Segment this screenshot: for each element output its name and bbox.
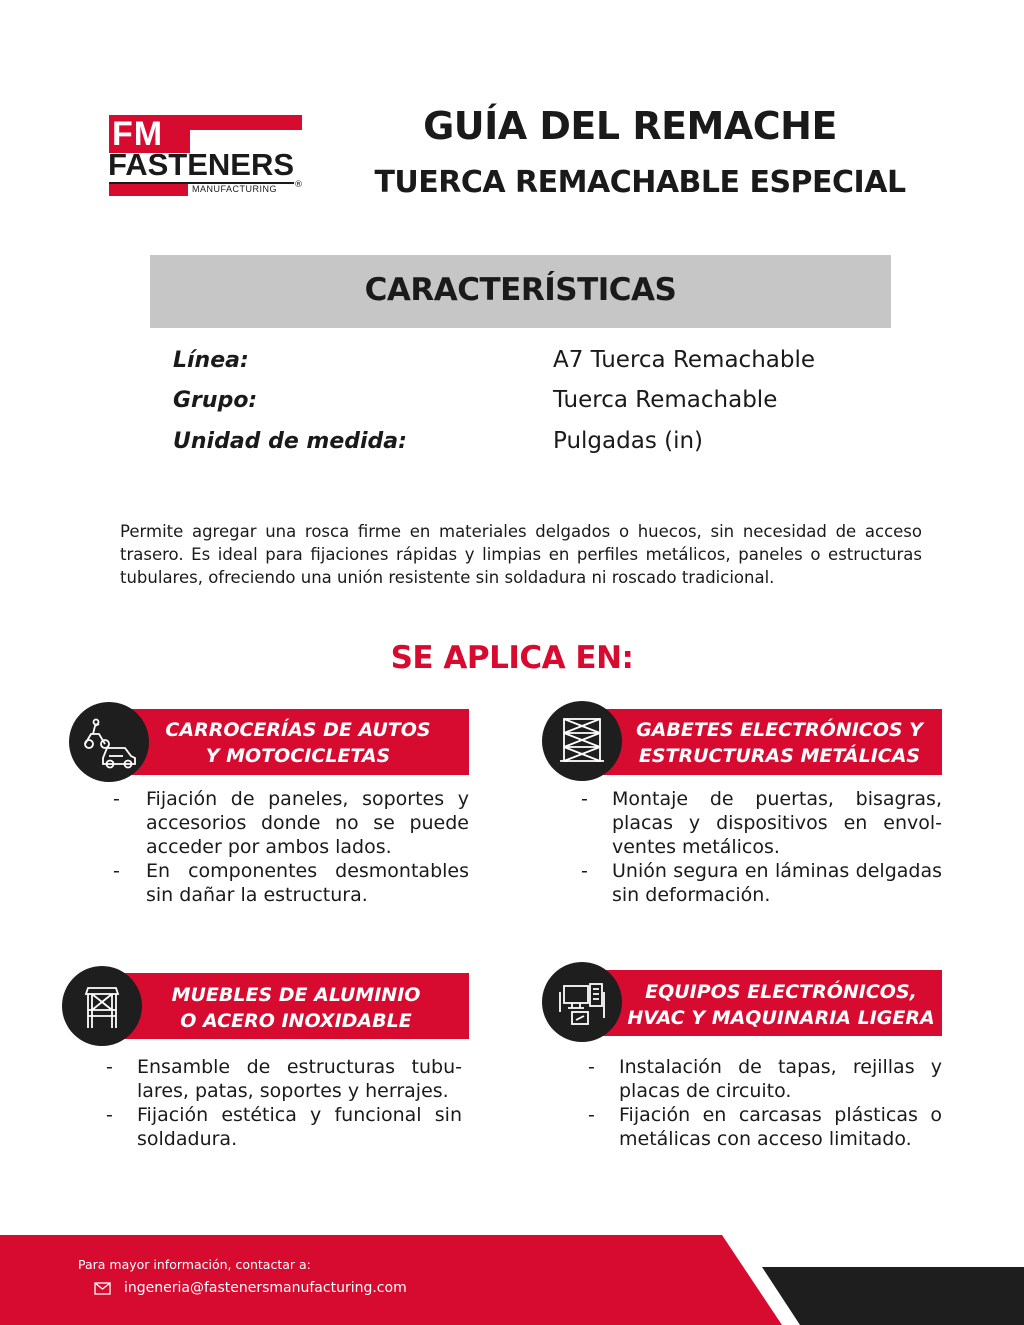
spec-label-linea: Línea: [173,348,249,373]
bullet-text: Montaje de puertas, bisagras, placas y dispositivos en envol-ventes metálicos. [612,788,942,858]
logo-registered-mark: ® [294,180,303,190]
category-title-gabetes [622,717,937,769]
vehicles-icon [69,702,149,782]
footer-contact-label: Para mayor información, contactar a: [78,1257,311,1272]
list-item [113,787,469,859]
bullet-text: Fijación de paneles, soportes y accesorios donde no se puede acceder por ambos lados. [146,788,469,858]
category-title-autos [150,717,446,769]
bullet-text: En componentes desmontables sin dañar la estructura. [146,860,469,906]
list-item [588,1103,942,1151]
bullet-dash: - [581,788,588,810]
list-item [106,1055,462,1103]
list-item [581,859,942,907]
caracteristicas-title: CARACTERÍSTICAS [364,272,677,308]
bullet-dash: - [106,1056,113,1078]
bullet-text: Instalación de tapas, rejillas y placas de circuito. [619,1056,942,1102]
list-item [581,787,942,859]
page-subtitle: TUERCA REMACHABLE ESPECIAL [374,165,906,200]
category-title-line: Y MOTOCICLETAS [205,745,391,767]
description-paragraph: Permite agregar una rosca firme en materiales delgados o huecos, sin necesidad de acceso trasero. Es ideal para fijaciones rápidas y limpias en perfiles metálicos, paneles o estructuras tubulares, ofreciendo una unión resistente sin soldadura ni roscado tradicional. [120,522,922,587]
list-item [113,859,469,907]
bullets-muebles [106,1055,462,1151]
bullet-dash: - [588,1056,595,1078]
bullet-text: Unión segura en láminas delgadas sin deformación. [612,860,942,906]
bullet-text: Fijación en carcasas plásticas o metálicas con acceso limitado. [619,1104,942,1150]
category-title-muebles [150,982,442,1034]
category-title-line: CARROCERÍAS DE AUTOS [165,719,431,741]
bullet-text: Fijación estética y funcional sin soldadura. [137,1104,462,1150]
scaffold-icon [542,701,622,781]
stool-icon [62,966,142,1046]
electronics-icon [542,962,622,1042]
logo-fm-block: FM [109,115,190,153]
bullets-autos [113,787,469,907]
bullet-dash: - [106,1104,113,1126]
logo-red-bar [190,115,302,130]
category-title-equipos [620,979,942,1031]
spec-value-linea: A7 Tuerca Remachable [553,347,816,373]
bullet-dash: - [113,860,120,882]
aplica-title: SE APLICA EN: [390,640,634,676]
bullets-equipos [588,1055,942,1151]
page-title: GUÍA DEL REMACHE [423,104,837,148]
spec-value-unidad: Pulgadas (in) [553,428,704,454]
list-item [106,1103,462,1151]
bullet-dash: - [588,1104,595,1126]
mail-icon [94,1282,111,1295]
category-title-line: EQUIPOS ELECTRÓNICOS, [645,981,917,1003]
category-title-line: HVAC Y MAQUINARIA LIGERA [627,1007,935,1029]
bullet-text: Ensamble de estructuras tubu-lares, patas, soportes y herrajes. [137,1056,462,1102]
logo-fasteners-text: FASTENERS [108,147,295,182]
logo-manufacturing-text: MANUFACTURING [192,184,277,194]
category-title-line: ESTRUCTURAS METÁLICAS [638,745,921,767]
list-item [588,1055,942,1103]
category-title-line: O ACERO INOXIDABLE [180,1010,412,1032]
logo-red-underbar [109,184,188,196]
category-title-line: MUEBLES DE ALUMINIO [171,984,421,1006]
bullet-dash: - [581,860,588,882]
bullet-dash: - [113,788,120,810]
bullets-gabetes [581,787,942,907]
spec-value-grupo: Tuerca Remachable [553,387,778,413]
spec-label-unidad: Unidad de medida: [173,429,407,454]
category-title-line: GABETES ELECTRÓNICOS Y [636,719,923,741]
footer-email-link[interactable]: ingeneria@fastenersmanufacturing.com [124,1280,407,1296]
spec-label-grupo: Grupo: [173,388,258,413]
